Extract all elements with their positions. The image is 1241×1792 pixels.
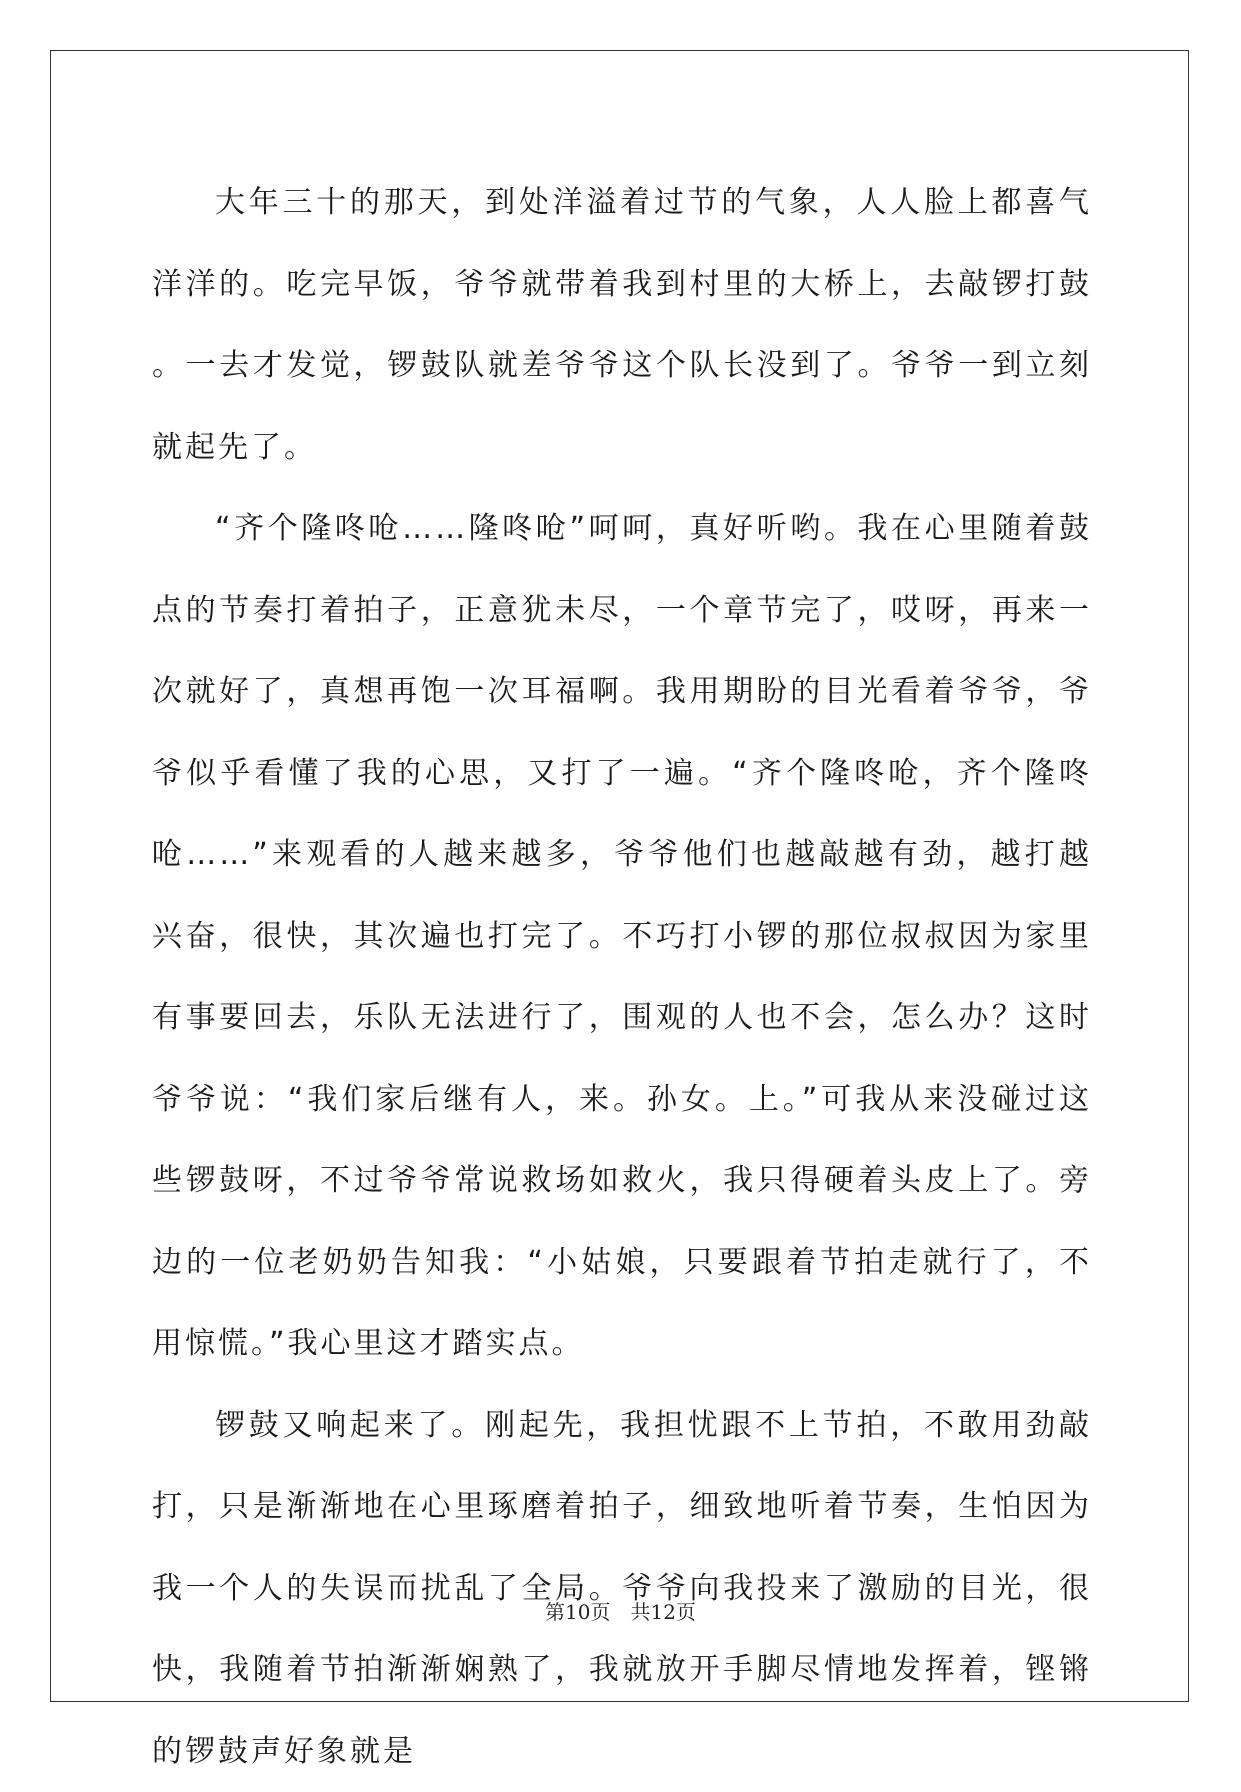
paragraph-1: 大年三十的那天，到处洋溢着过节的气象，人人脸上都喜气洋洋的。吃完早饭，爷爷就带着我到村里的大桥上，去敲锣打鼓。一去才发觉，锣鼓队就差爷爷这个队长没到了。爷爷一到立刻就起先了。 <box>152 162 1092 488</box>
page-number: 第10页 共12页 <box>545 1600 696 1624</box>
document-body <box>152 162 1092 1792</box>
paragraph-2: “齐个隆咚呛……隆咚呛”呵呵，真好听哟。我在心里随着鼓点的节奏打着拍子，正意犹未尽，一个章节完了，哎呀，再来一次就好了，真想再饱一次耳福啊。我用期盼的目光看着爷爷，爷爷似乎看懂了我的心思，又打了一遍。“齐个隆咚呛，齐个隆咚呛……”来观看的人越来越多，爷爷他们也越敲越有劲，越打越兴奋，很快，其次遍也打完了。不巧打小锣的那位叔叔因为家里有事要回去，乐队无法进行了，围观的人也不会，怎么办？这时爷爷说：“我们家后继有人，来。孙女。上。”可我从来没碰过这些锣鼓呀，不过爷爷常说救场如救火，我只得硬着头皮上了。旁边的一位老奶奶告知我：“小姑娘，只要跟着节拍走就行了，不用惊慌。”我心里这才踏实点。 <box>152 488 1092 1385</box>
page-footer <box>0 1596 1241 1625</box>
paragraph-3: 锣鼓又响起来了。刚起先，我担忧跟不上节拍，不敢用劲敲打，只是渐渐地在心里琢磨着拍子，细致地听着节奏，生怕因为我一个人的失误而扰乱了全局。爷爷向我投来了激励的目光，很快，我随着节拍渐渐娴熟了，我就放开手脚尽情地发挥着，铿锵的锣鼓声好象就是 <box>152 1385 1092 1792</box>
